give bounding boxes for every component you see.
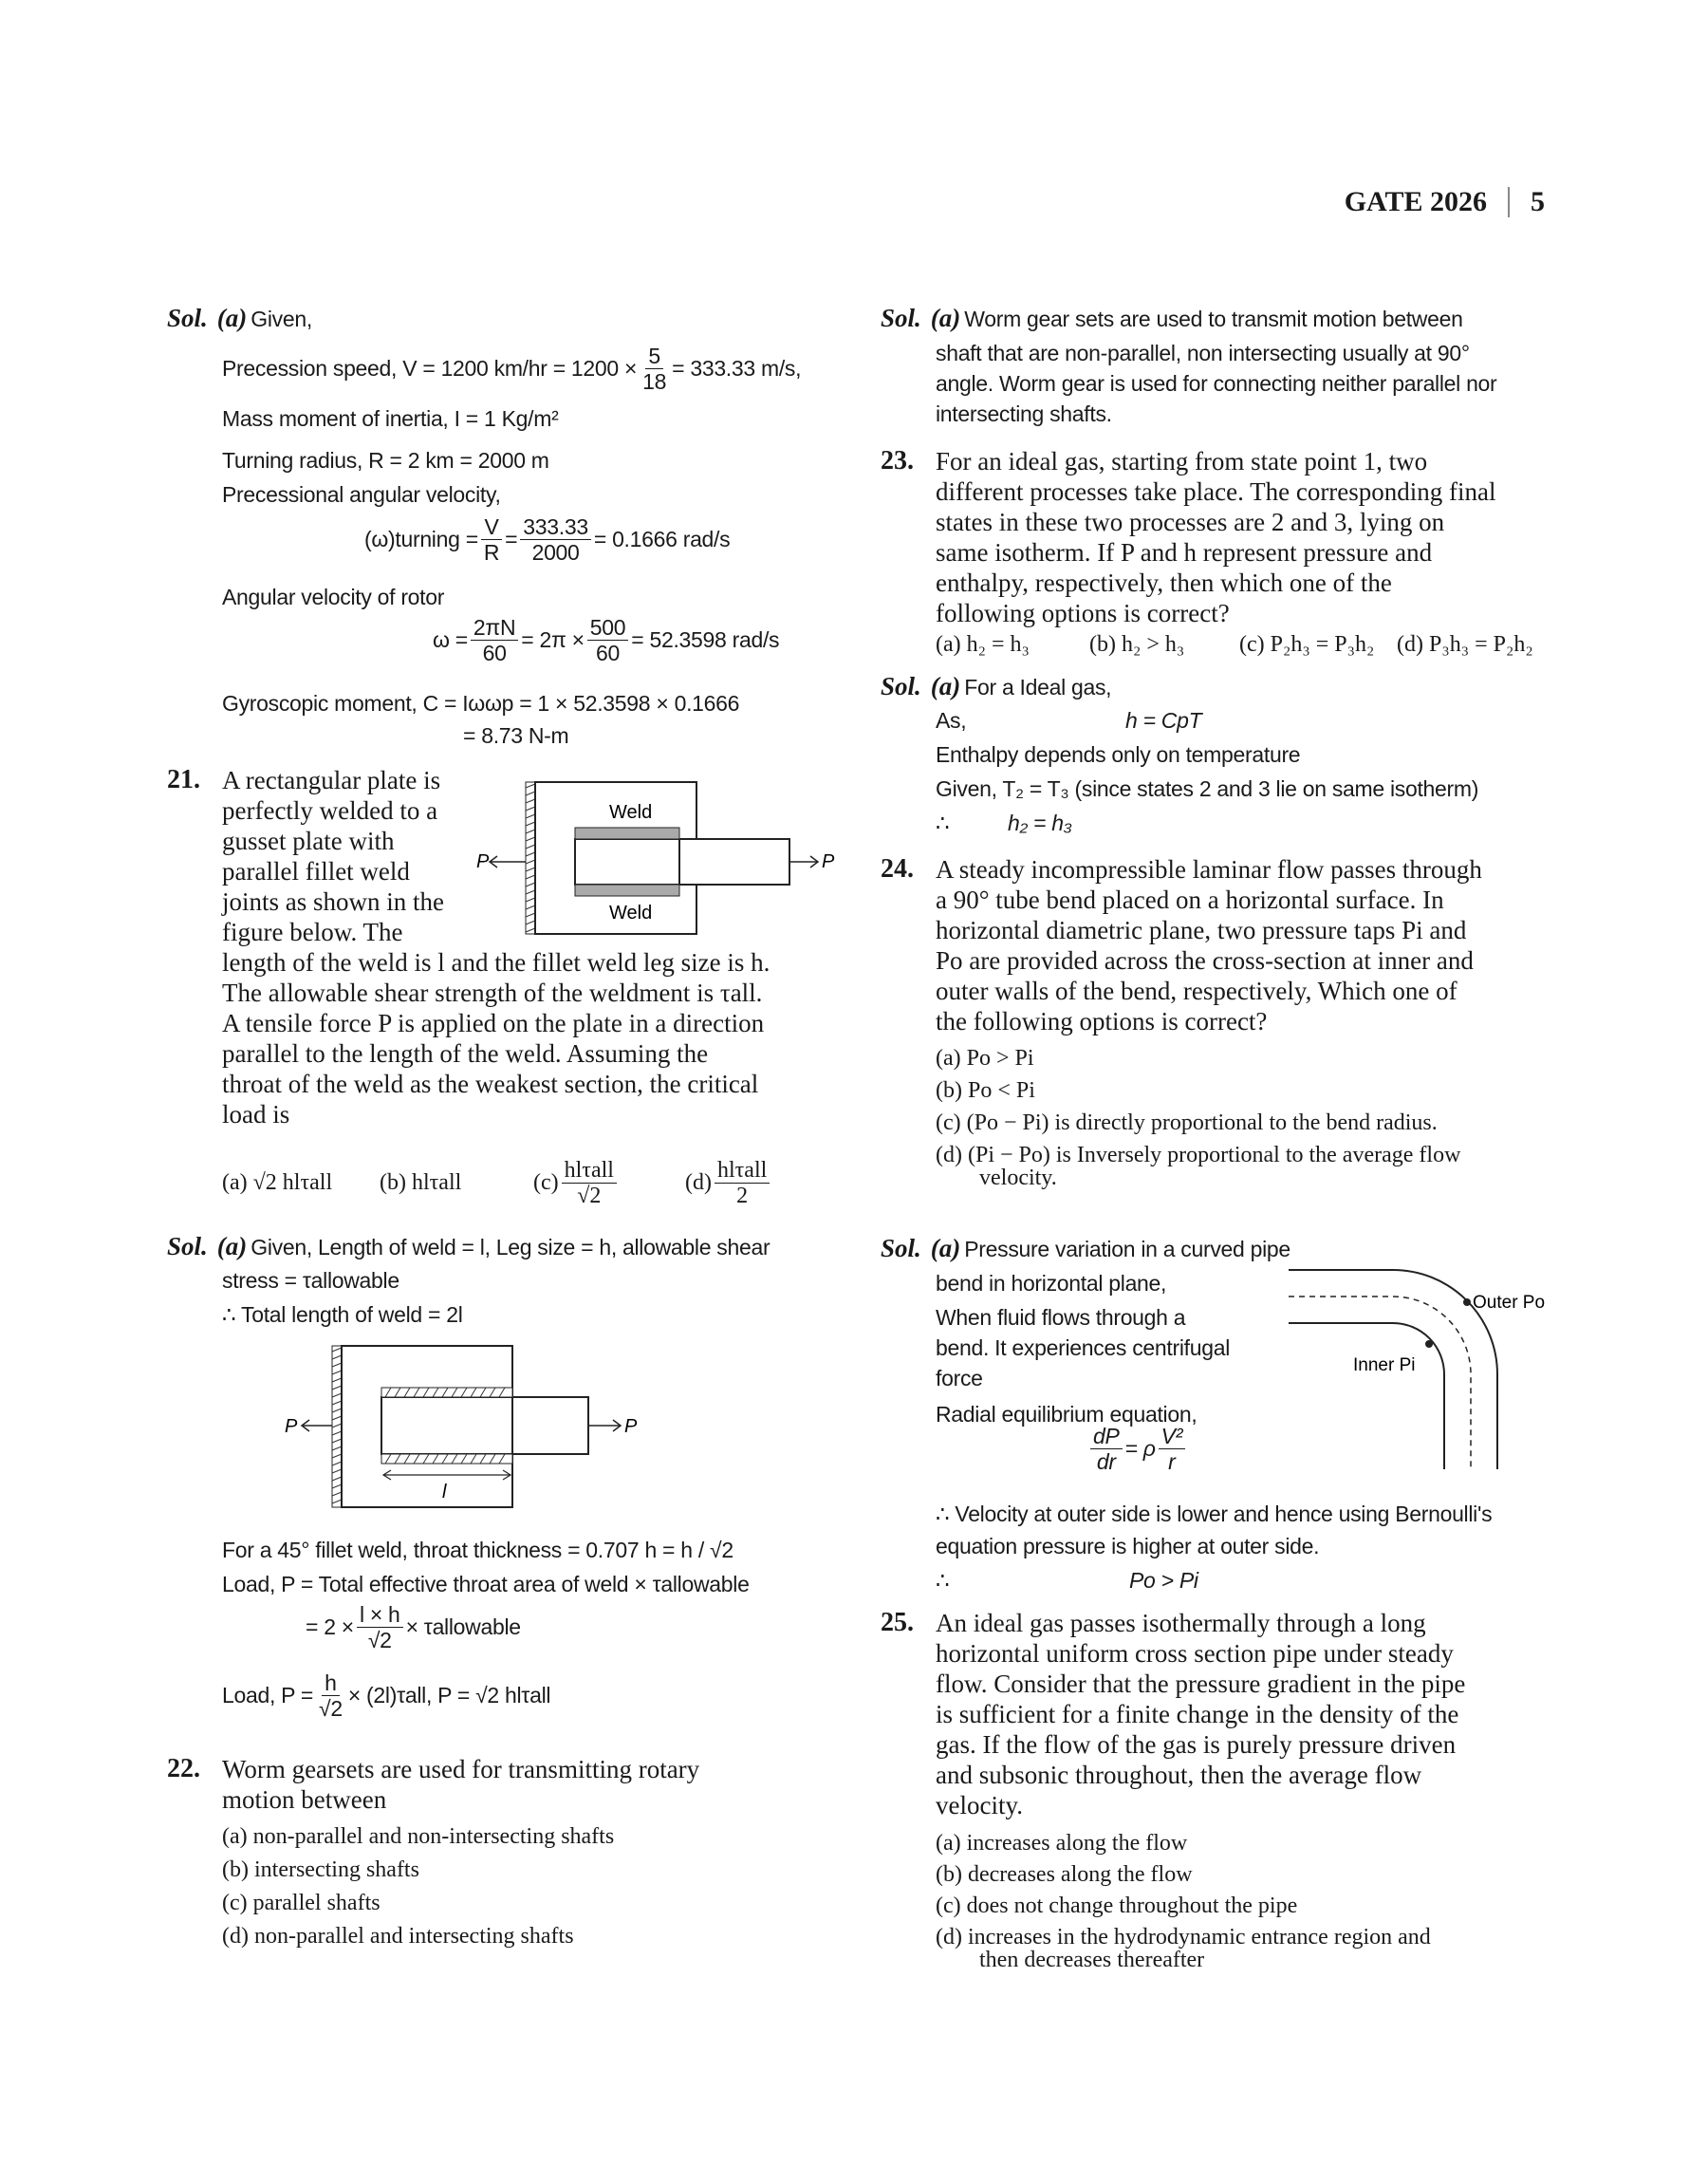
q24-option-c: (c) (Po − Pi) is directly proportional to the bend radius. <box>936 1110 1438 1135</box>
rectangular-plate <box>575 839 789 885</box>
q22-option-c: (c) parallel shafts <box>222 1891 381 1915</box>
q24-option-b: (b) Po < Pi <box>936 1078 1035 1103</box>
force-label-right: P <box>624 1416 638 1437</box>
sol20-line6: Angular velocity of rotor <box>222 585 445 609</box>
sol24-heading: Sol. (a) Pressure variation in a curved pipe <box>881 1234 1290 1262</box>
q25-option-b: (b) decreases along the flow <box>936 1862 1193 1887</box>
q23-number: 23. <box>881 446 914 476</box>
q25-option-a: (a) increases along the flow <box>936 1831 1188 1856</box>
header-title: GATE 2026 <box>1344 186 1487 217</box>
q21-option-b: (b) hlτall <box>380 1170 462 1195</box>
q24-number: 24. <box>881 854 914 884</box>
sol20-line8: Gyroscopic moment, C = Iωωp = 1 × 52.3598 × 0.1666 <box>222 691 740 716</box>
sol20-line3: Turning radius, R = 2 km = 2000 m <box>222 448 549 473</box>
q24-option-d-cont: velocity. <box>979 1166 1057 1190</box>
q25-options <box>936 1828 1431 1972</box>
q25-option-d: (d) increases in the hydrodynamic entrance region and <box>936 1925 1431 1950</box>
sol22-heading: Sol. (a) Worm gear sets are used to transmit motion between <box>881 304 1463 332</box>
q22-number: 22. <box>167 1754 200 1783</box>
q21-weld-figure <box>476 773 837 947</box>
q23-option-d: (d) P₃h₃ = P₂h₂ <box>1397 632 1533 657</box>
rectangular-plate <box>381 1397 588 1454</box>
sol20-line4: Precessional angular velocity, <box>222 482 501 507</box>
inner-wall <box>1289 1323 1444 1469</box>
inner-label: Inner Pi <box>1353 1355 1416 1375</box>
q21-options <box>222 1158 772 1208</box>
weld-top <box>575 828 679 839</box>
sol24-equation: $\frac{dP}{dr}$ = ρ $\frac{\text{V²}}{r}$ <box>1087 1424 1188 1474</box>
inner-tap <box>1425 1340 1433 1348</box>
outer-label: Outer Po <box>1473 1293 1546 1313</box>
weld-bottom <box>575 885 679 896</box>
q23-option-a: (a) h₂ = h₃ <box>936 632 1030 657</box>
sol21-line5: Load, P = Total effective throat area of weld × τallowable <box>222 1572 750 1596</box>
sol24-line8: equation pressure is higher at outer side. <box>936 1534 1320 1558</box>
page-number: 5 <box>1531 186 1545 217</box>
q21-number: 21. <box>167 765 200 794</box>
q23-options <box>936 632 1533 658</box>
page-header <box>1345 186 1545 218</box>
sol20-line5: (ω)turning = $\frac{V}{R}$ = $\frac{333.33}{2000}$ = 0.1666 rad/s <box>364 514 731 565</box>
sol20-line7: ω = $\frac{2\pi N}{60}$ = 2π × $\frac{500}{60}$ = 52.3598 rad/s <box>433 615 780 665</box>
q25-option-c: (c) does not change throughout the pipe <box>936 1894 1298 1918</box>
fraction: $\frac{5}{18}$ <box>642 344 667 394</box>
sol20-line2: Mass moment of inertia, I = 1 Kg/m² <box>222 406 559 431</box>
q21-text-wrap: A rectangular plate is perfectly welded to a gusset plate with parallel fillet weld joints as shown in the figure below. The <box>222 766 444 946</box>
sol24-line9: ∴ Po > Pi <box>936 1568 1198 1593</box>
q22-text: Worm gearsets are used for transmitting rotary motion between <box>222 1755 700 1814</box>
q24-options <box>936 1042 1460 1190</box>
sol21-line6: = 2 × $\frac{l \times h}{√2}$ × τallowable <box>306 1602 521 1652</box>
q24-option-a: (a) Po > Pi <box>936 1046 1034 1071</box>
q22-options <box>222 1820 614 1953</box>
q21-option-c: (c) $\frac{\text{hlτall}}{√2}$ <box>533 1158 685 1208</box>
force-label-left: P <box>285 1416 298 1437</box>
sol23-line2: As, h = CpT <box>936 708 1202 733</box>
q21-option-a: (a) √2 hlτall <box>222 1170 333 1195</box>
force-label-left: P <box>476 851 490 872</box>
sol21-weld-figure <box>285 1338 708 1515</box>
sol20-line9: = 8.73 N-m <box>463 723 569 748</box>
sol23-heading: Sol. (a) For a Ideal gas, <box>881 672 1112 700</box>
q25-text: An ideal gas passes isothermally through a long horizontal uniform cross section pipe under steady flow. Consider that the pressure gradient in the pipe is sufficient for a finite change in the density of the gas. If the flow of the gas is purely pressure driven and subsonic throughout, then the average flow velocity. <box>936 1609 1466 1819</box>
q23-option-b: (b) h₂ > h₃ <box>1089 632 1185 657</box>
q25-number: 25. <box>881 1608 914 1637</box>
outer-tap <box>1463 1298 1471 1306</box>
q23-text: For an ideal gas, starting from state point 1, two different processes take place. The corresponding final states in these two processes are 2 and 3, lying on same isotherm. If P and h represent pressure and enthalpy, respectively, then which one of the following options is correct? <box>936 447 1496 627</box>
q22-option-b: (b) intersecting shafts <box>222 1857 419 1882</box>
sol24-line7: ∴ Velocity at outer side is lower and hence using Bernoulli's <box>936 1502 1493 1526</box>
sol21-heading: Sol. (a) Given, Length of weld = l, Leg size = h, allowable shear <box>167 1232 770 1260</box>
q24-text: A steady incompressible laminar flow passes through a 90° tube bend placed on a horizontal surface. In horizontal diametric plane, two pressure taps Pi and Po are provided across the cross-section at inner and outer walls of the bend, respectively, Which one of the following options is correct? <box>936 855 1482 1036</box>
q23-option-c: (c) P₂h₃ = P₃h₂ <box>1239 632 1375 657</box>
sol23-line5: ∴ h₂ = h₃ <box>936 811 1072 835</box>
header-divider <box>1508 187 1510 217</box>
sol21-line4: For a 45° fillet weld, throat thickness = 0.707 h = h / √2 <box>222 1538 733 1562</box>
q22-option-a: (a) non-parallel and non-intersecting shafts <box>222 1824 615 1849</box>
q24-option-d: (d) (Pi − Po) is Inversely proportional to the average flow <box>936 1143 1461 1167</box>
sol21-line2: stress = τallowable <box>222 1268 399 1293</box>
sol21-line7: Load, P = $\frac{h}{√2}$ × (2l)τall, P = √2 hlτall <box>222 1670 551 1721</box>
q25-option-d-cont: then decreases thereafter <box>979 1948 1205 1972</box>
weld-top-label: Weld <box>609 802 653 823</box>
force-label-right: P <box>822 851 835 872</box>
q22-option-d: (d) non-parallel and intersecting shafts <box>222 1924 574 1949</box>
sol20-line1: Precession speed, V = 1200 km/hr = 1200 × $\frac{5}{18}$ = 333.33 m/s, <box>222 344 802 394</box>
sol22-text: shaft that are non-parallel, non intersecting usually at 90° angle. Worm gear is used for connecting neither parallel nor intersecting shafts. <box>936 341 1497 426</box>
sol20-heading: Sol. (a) Given, <box>167 304 312 332</box>
pipe-bend-figure <box>1279 1260 1554 1479</box>
weld-bottom-label: Weld <box>609 903 653 924</box>
sol23-line3: Enthalpy depends only on temperature <box>936 742 1301 767</box>
q21-text-full: length of the weld is l and the fillet weld leg size is h. The allowable shear strength of the weldment is τall. A tensile force P is applied on the plate in a direction parallel to the length of the weld. Assuming the throat of the weld as the weakest section, the critical load is <box>222 948 770 1129</box>
sol21-line3: ∴ Total length of weld = 2l <box>222 1302 463 1327</box>
sol23-line4: Given, T₂ = T₃ (since states 2 and 3 lie on same isotherm) <box>936 776 1479 801</box>
hatch-wall <box>526 782 535 934</box>
sol24-text: bend in horizontal plane, When fluid flows through a bend. It experiences centrifugal force Radial equilibrium equation, <box>936 1271 1231 1427</box>
length-label: l <box>442 1482 447 1502</box>
q21-option-d: (d) $\frac{\text{hlτall}}{2}$ <box>685 1158 772 1208</box>
